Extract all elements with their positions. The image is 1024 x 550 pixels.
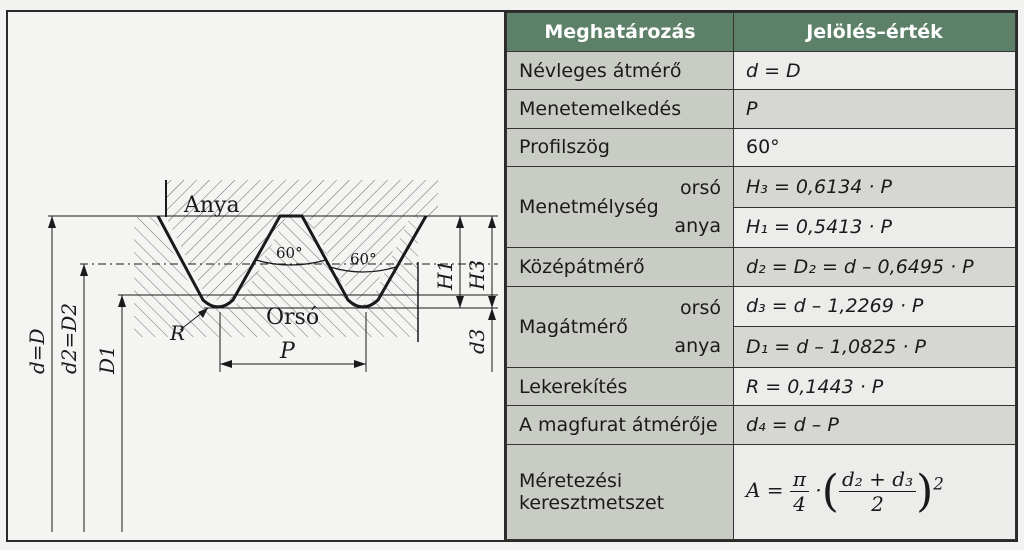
header-definition: Meghatározás [507, 13, 734, 52]
figure-frame [6, 10, 1018, 542]
row-name: A magfurat átmérője [507, 406, 734, 444]
label-d3: d3 [465, 328, 489, 354]
row-value: R = 0,1443 · P [734, 368, 1016, 406]
table-row [507, 52, 1016, 90]
label-d2-D2: d2=D2 [57, 302, 81, 374]
row-name: Névleges átmérő [507, 52, 734, 90]
fraction-num: π [790, 467, 809, 492]
formula-exponent: 2 [933, 474, 944, 494]
table-row [507, 444, 1016, 540]
label-H1: H1 [433, 259, 457, 290]
label-anya: Anya [184, 193, 240, 218]
row-sub-orso: orsó [680, 296, 721, 319]
thread-profile-svg [8, 12, 504, 540]
formula: A = $\frac{\pi}{4}$ ·( $\frac{\text{d₂ + d₃}}{2}$ )$^2$ [746, 466, 944, 518]
label-angle-2: 60° [350, 250, 377, 268]
formula-lhs: A = [746, 478, 784, 503]
label-p: P [280, 339, 295, 364]
fraction-num: d₂ + d₃ [839, 467, 916, 492]
row-name-split [507, 166, 734, 248]
table-row [507, 406, 1016, 444]
table-row [507, 368, 1016, 406]
row-sub-anya: anya [674, 334, 721, 357]
thread-profile-diagram [8, 12, 506, 540]
label-orso: Orsó [266, 305, 320, 330]
fraction-pi-4 [790, 467, 809, 516]
fraction-den: 4 [793, 492, 806, 517]
row-value: d₂ = D₂ = d – 0,6495 · P [734, 248, 1016, 286]
row-value: d₄ = d – P [734, 406, 1016, 444]
fraction-den: 2 [871, 492, 884, 517]
row-value: d = D [734, 52, 1016, 90]
row-value: H₃ = 0,6134 · P [734, 166, 1016, 207]
row-value: D₁ = d – 1,0825 · P [734, 327, 1016, 368]
row-name: Középátmérő [507, 248, 734, 286]
thread-parameter-table [506, 12, 1016, 540]
row-name: Méretezési keresztmetszet [507, 444, 734, 540]
label-d-D: d=D [25, 328, 49, 374]
row-value-formula [734, 444, 1016, 540]
header-value: Jelölés–érték [734, 13, 1016, 52]
table-row [507, 286, 1016, 327]
row-name: Menetmélység [519, 196, 659, 219]
table-row [507, 248, 1016, 286]
row-value: P [734, 90, 1016, 128]
fraction-d [839, 467, 916, 516]
row-value: 60° [734, 128, 1016, 166]
table-row [507, 128, 1016, 166]
row-value: H₁ = 0,5413 · P [734, 207, 1016, 248]
label-angle-1: 60° [276, 244, 303, 262]
row-name: Magátmérő [519, 315, 628, 338]
row-sub-orso: orsó [680, 177, 721, 200]
row-name: Lekerekítés [507, 368, 734, 406]
row-name: Profilszög [507, 128, 734, 166]
row-sub-anya: anya [674, 215, 721, 238]
table-row [507, 166, 1016, 207]
label-H3: H3 [465, 259, 489, 290]
row-name-split [507, 286, 734, 368]
row-value: d₃ = d – 1,2269 · P [734, 286, 1016, 327]
row-name: Menetemelkedés [507, 90, 734, 128]
label-D1: D1 [95, 345, 119, 374]
label-r: R [170, 321, 186, 345]
table-row [507, 90, 1016, 128]
